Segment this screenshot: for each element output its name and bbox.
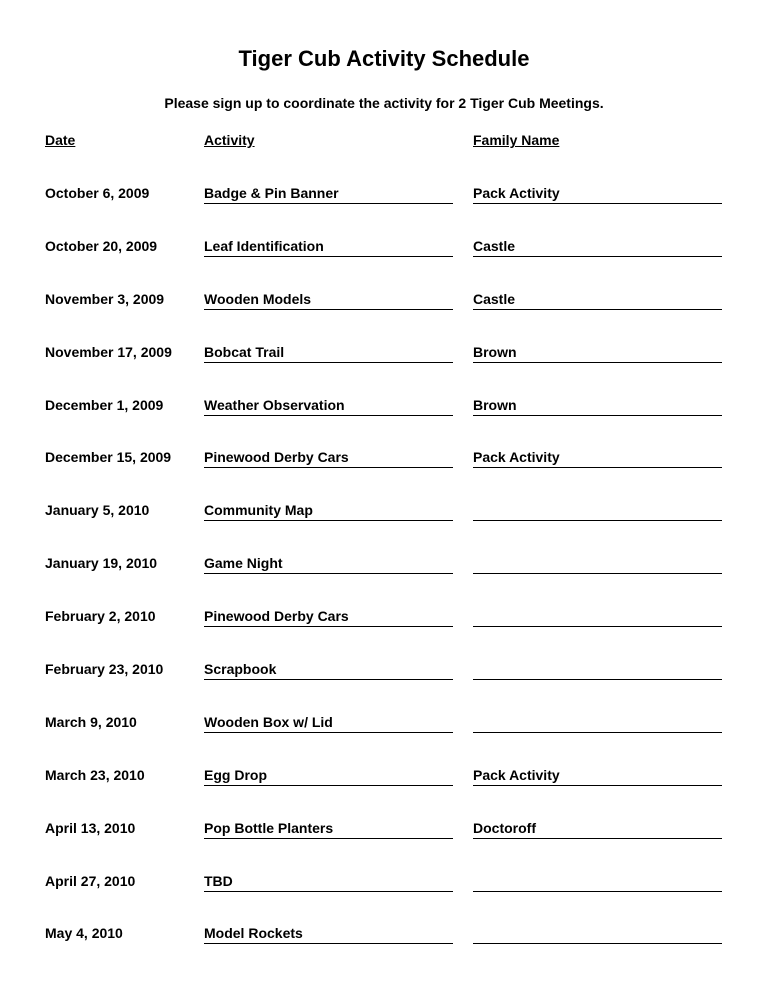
schedule-row bbox=[0, 555, 768, 608]
row-activity: Model Rockets bbox=[204, 925, 453, 944]
schedule-row bbox=[0, 185, 768, 238]
row-activity: Wooden Box w/ Lid bbox=[204, 714, 453, 733]
row-family-name bbox=[473, 873, 722, 892]
schedule-row bbox=[0, 714, 768, 767]
row-date: April 27, 2010 bbox=[45, 872, 136, 889]
row-family-name: Castle bbox=[473, 238, 722, 257]
row-date: November 3, 2009 bbox=[45, 290, 165, 307]
schedule-row bbox=[0, 502, 768, 555]
row-activity: Weather Observation bbox=[204, 397, 453, 416]
row-date: March 23, 2010 bbox=[45, 766, 145, 783]
row-family-name: Doctoroff bbox=[473, 820, 722, 839]
schedule-row bbox=[0, 873, 768, 926]
schedule-row bbox=[0, 238, 768, 291]
row-activity: Pop Bottle Planters bbox=[204, 820, 453, 839]
row-date: January 5, 2010 bbox=[45, 502, 150, 519]
row-family-name bbox=[473, 555, 722, 574]
header-family-name: Family Name bbox=[473, 132, 560, 148]
row-family-name: Castle bbox=[473, 291, 722, 310]
row-activity: Community Map bbox=[204, 502, 453, 521]
row-activity: Game Night bbox=[204, 555, 453, 574]
row-date: October 6, 2009 bbox=[45, 185, 150, 201]
schedule-row bbox=[0, 925, 768, 978]
row-family-name: Pack Activity bbox=[473, 185, 722, 204]
schedule-row bbox=[0, 661, 768, 714]
schedule-row bbox=[0, 820, 768, 873]
row-family-name: Pack Activity bbox=[473, 767, 722, 786]
row-date: May 4, 2010 bbox=[45, 925, 123, 942]
row-date: April 13, 2010 bbox=[45, 819, 136, 836]
row-family-name: Brown bbox=[473, 397, 722, 416]
header-date: Date bbox=[45, 132, 76, 148]
schedule-rows bbox=[0, 185, 768, 978]
schedule-row bbox=[0, 291, 768, 344]
row-family-name bbox=[473, 925, 722, 944]
row-date: March 9, 2010 bbox=[45, 713, 137, 730]
schedule-row bbox=[0, 449, 768, 502]
row-activity: Scrapbook bbox=[204, 661, 453, 680]
row-activity: Wooden Models bbox=[204, 291, 453, 310]
row-family-name: Brown bbox=[473, 344, 722, 363]
schedule-row bbox=[0, 397, 768, 450]
row-family-name bbox=[473, 714, 722, 733]
header-activity: Activity bbox=[204, 132, 255, 148]
row-date: February 23, 2010 bbox=[45, 661, 164, 678]
row-activity: Pinewood Derby Cars bbox=[204, 608, 453, 627]
row-activity: Leaf Identification bbox=[204, 238, 453, 257]
row-date: October 20, 2009 bbox=[45, 237, 158, 254]
row-activity: Egg Drop bbox=[204, 767, 453, 786]
row-date: December 15, 2009 bbox=[45, 449, 172, 466]
page-subtitle: Please sign up to coordinate the activity for 2 Tiger Cub Meetings. bbox=[164, 95, 604, 111]
row-date: February 2, 2010 bbox=[45, 608, 156, 625]
row-date: January 19, 2010 bbox=[45, 555, 158, 572]
row-activity: Badge & Pin Banner bbox=[204, 185, 453, 204]
row-family-name bbox=[473, 502, 722, 521]
row-date: December 1, 2009 bbox=[45, 396, 164, 413]
row-family-name bbox=[473, 608, 722, 627]
row-family-name bbox=[473, 661, 722, 680]
page-title: Tiger Cub Activity Schedule bbox=[238, 46, 530, 71]
row-activity: Pinewood Derby Cars bbox=[204, 449, 453, 468]
row-activity: TBD bbox=[204, 873, 453, 892]
row-activity: Bobcat Trail bbox=[204, 344, 453, 363]
row-family-name: Pack Activity bbox=[473, 449, 722, 468]
schedule-row bbox=[0, 344, 768, 397]
row-date: November 17, 2009 bbox=[45, 343, 172, 360]
schedule-row bbox=[0, 767, 768, 820]
schedule-row bbox=[0, 608, 768, 661]
